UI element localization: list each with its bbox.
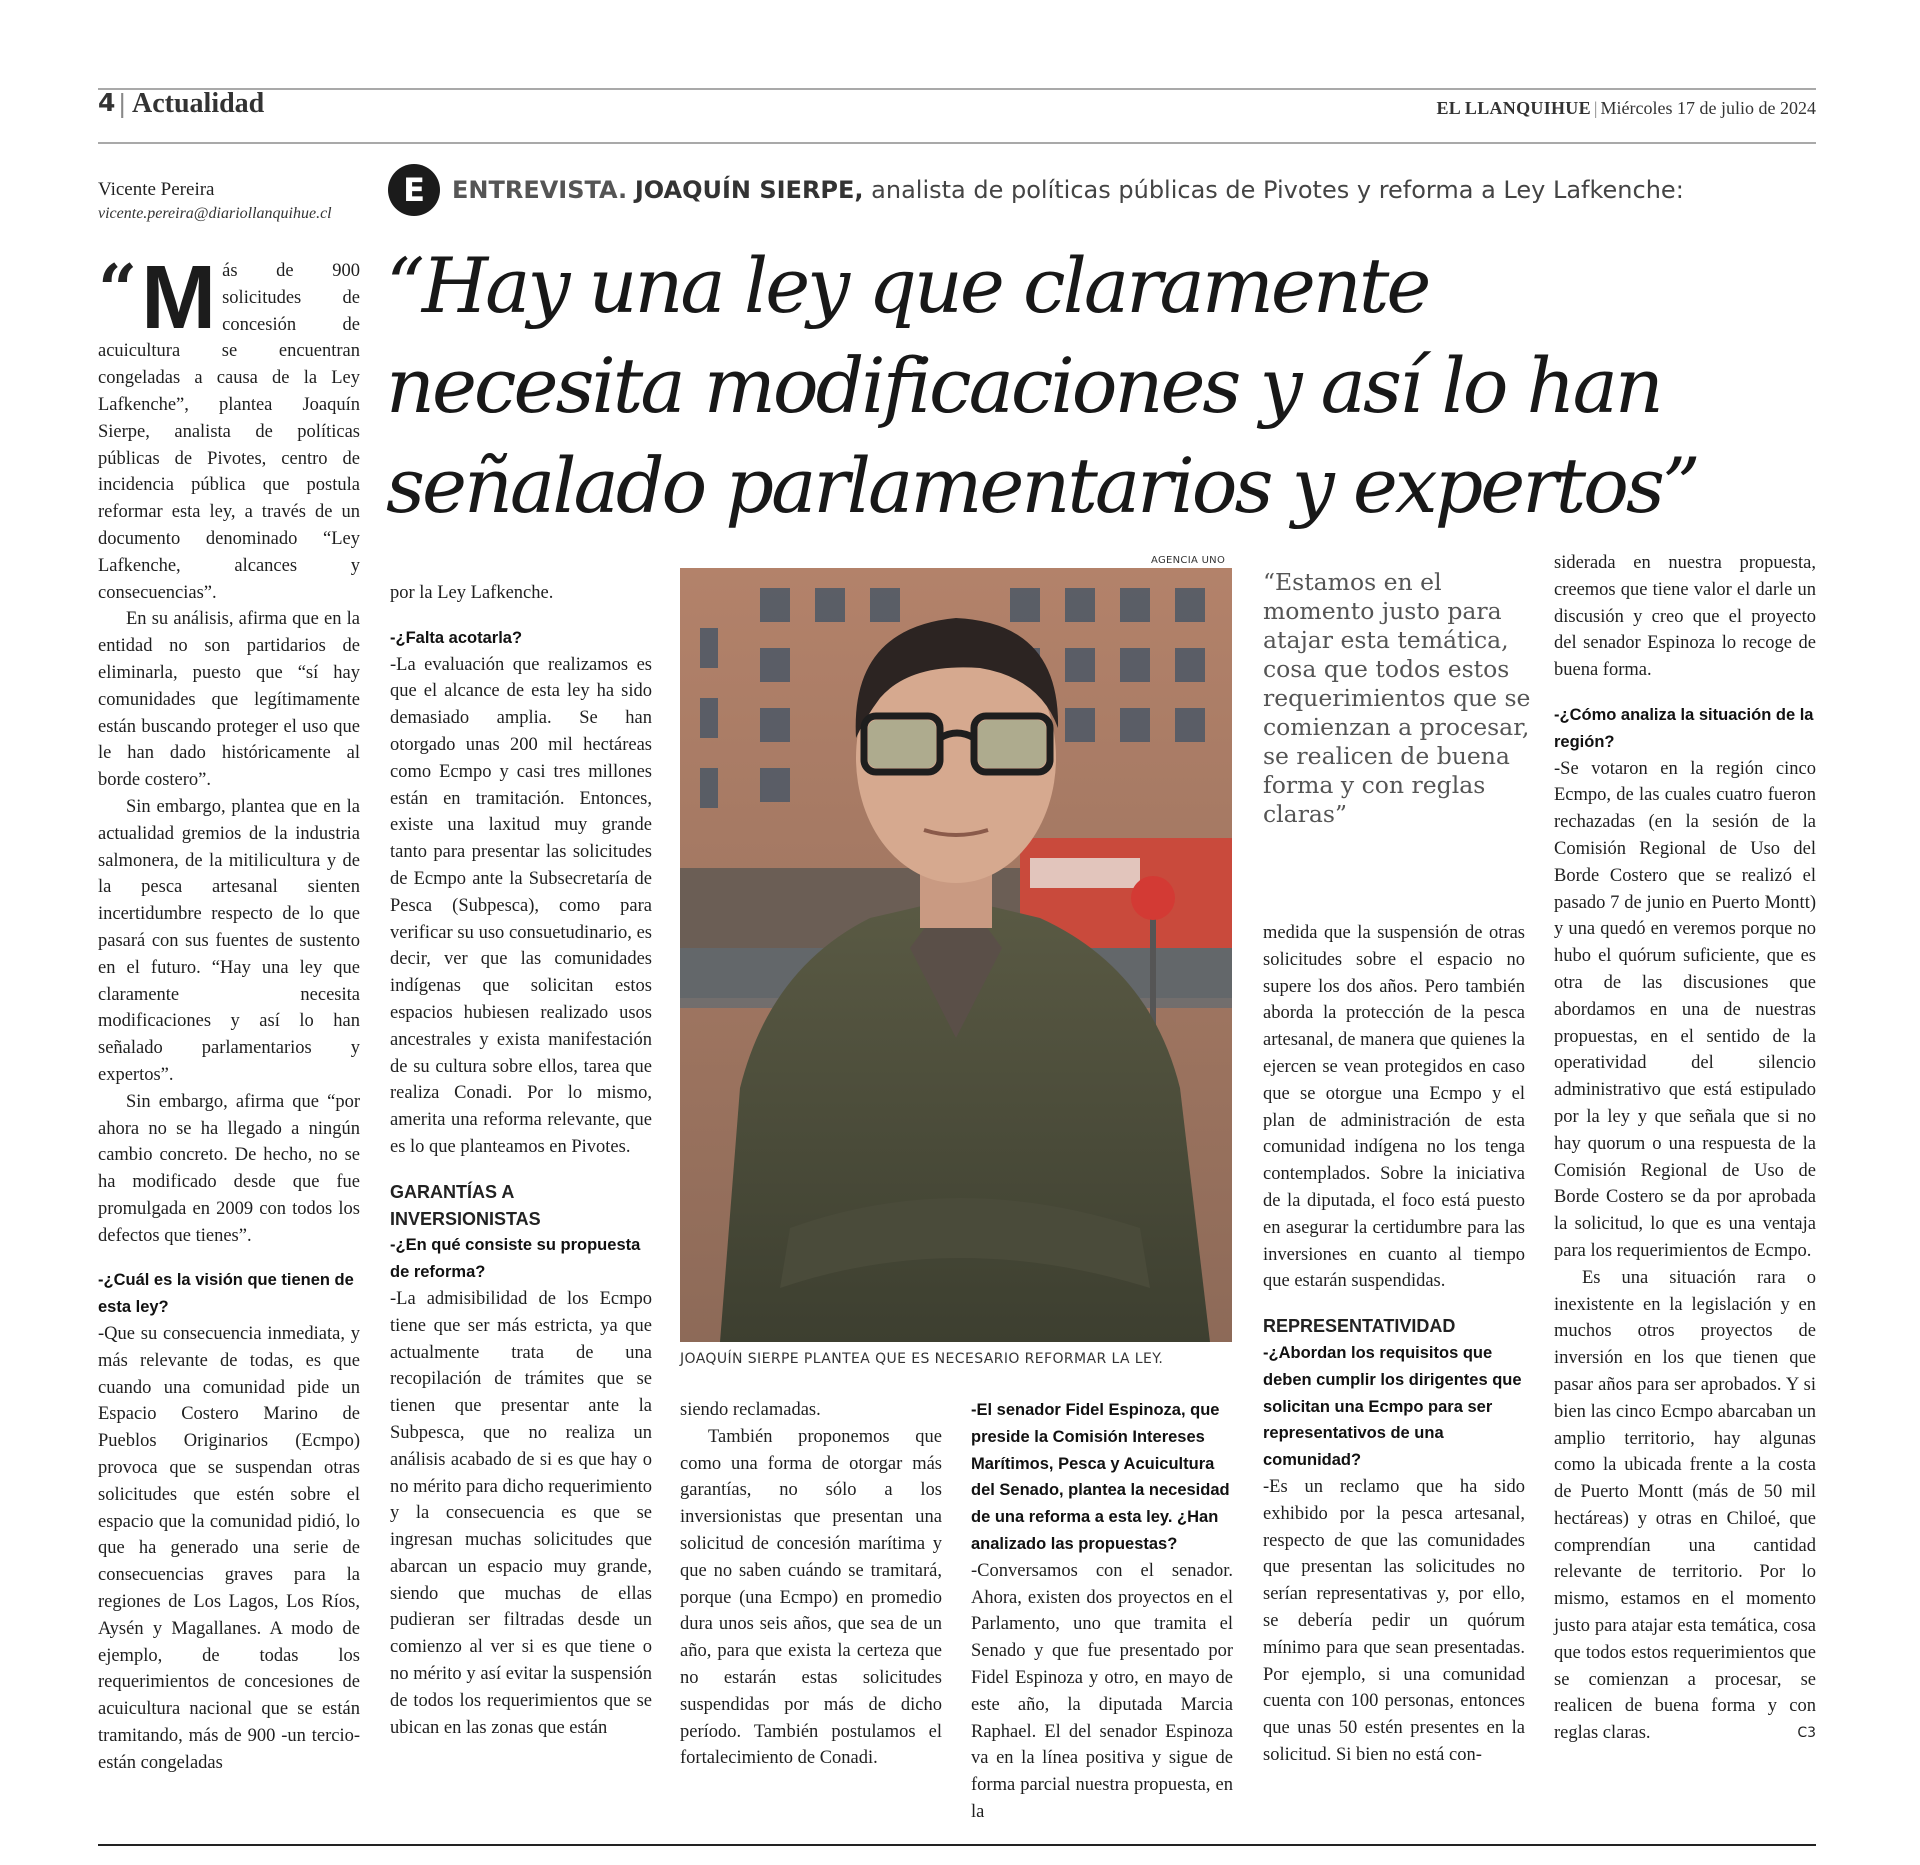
column-2 xyxy=(390,580,652,1741)
kicker-label: ENTREVISTA. xyxy=(452,176,628,204)
masthead xyxy=(1436,98,1816,119)
drop-cap: M xyxy=(141,258,217,348)
paragraph xyxy=(1554,1265,1816,1747)
bottom-rule xyxy=(98,1844,1816,1846)
column-1 xyxy=(98,258,360,1777)
page-number: 4 xyxy=(98,88,116,117)
paragraph: por la Ley Lafkenche. xyxy=(390,583,554,603)
subhead: REPRESENTATIVIDAD xyxy=(1263,1316,1456,1337)
paragraph: medida que la suspensión de otras solicitudes sobre el espacio no supere los dos años. Pero también aborda la protección de la pesca artesanal, de manera que quienes la ejercen se vean protegidos en caso que se otorgue una Ecmpo y el plan de administración de esta comunidad indígena no los tenga contemplados. Sobre la iniciativa de la diputada, el foco está puesto en asegurar la certidumbre para las inversiones en cuanto al tiempo que estarán suspendidas. xyxy=(1263,923,1525,1292)
column-5 xyxy=(1263,920,1525,1769)
intro-paragraph xyxy=(98,258,360,606)
column-6 xyxy=(1554,550,1816,1747)
headline-line-2: necesita modificaciones y así lo han xyxy=(386,341,1661,430)
interview-answer: -Es un reclamo que ha sido exhibido por la pesca artesanal, respecto de que las comunidades que presentan las solicitudes no serían representativas y, por ello, se debería pedir un quórum mínimo para que sean presentadas. Por ejemplo, si una comunidad cuenta con 100 personas, entonces que unas 50 estén presentes en la solicitud. Si bien no está con- xyxy=(1263,1476,1525,1765)
closing-paragraph: Es una situación rara o inexistente en la legislación y en muchos otros proyectos de inversión en los que tienen que pasar años para ser aprobados. Y si bien las cinco Ecmpo abarcaban un amplio territorio, hay algunas como la ubicada frente a la costa de Puerto Montt (más de 50 mil hectáreas) y otras en Chiloé, que comprendían una cantidad relevante de territorio. Por lo mismo, estamos en el momento justo para atajar esta temática, cosa que todos estos requerimientos que se comienzan a procesar, se realicen de buena forma y con reglas claras. xyxy=(1554,1267,1816,1744)
paragraph: Sin embargo, afirma que “por ahora no se ha llegado a ningún cambio concreto. De hecho, no se ha modificado desde que fue promulgada en 2009 con todos los defectos que tienes”. xyxy=(98,1091,360,1246)
interview-question: -¿Falta acotarla? xyxy=(390,628,523,647)
interview-answer: -Se votaron en la región cinco Ecmpo, de las cuales cuatro fueron rechazadas (en la sesión de la Comisión Regional de Uso del Borde Costero que se realizó el pasado 7 de junio en Puerto Montt) y una quedó en veremos porque no hubo el quórum suficiente, que es otra de las discusiones que abordamos en una de nuestras propuestas, en el sentido de la operatividad del silencio administrativo que está estipulado por la ley y que señala que si no hay quorum o una respuesta de la Comisión Regional de Uso de Borde Costero se da por aprobada la solicitud, lo que es una ventaja para los requerimientos de Ecmpo. xyxy=(1554,758,1816,1261)
column-3 xyxy=(680,1397,942,1772)
newspaper-name: EL LLANQUIHUE xyxy=(1436,98,1591,118)
paragraph: siendo reclamadas. xyxy=(680,1400,821,1420)
paragraph: siderada en nuestra propuesta, creemos que tiene valor el darle un discusión y creo que el proyecto del senador Espinoza lo recoge de buena forma. xyxy=(1554,553,1816,681)
header-rule xyxy=(98,142,1816,144)
column-4 xyxy=(971,1397,1233,1826)
kicker-description: analista de políticas públicas de Pivotes y reforma a Ley Lafkenche: xyxy=(863,176,1684,204)
portrait-photo xyxy=(680,568,1232,1342)
interview-badge-icon: E xyxy=(388,164,440,216)
kicker xyxy=(452,176,1684,204)
intro-text: ás de 900 solicitudes de concesión de acuicultura se encuentran congeladas a causa de la Ley Lafkenche”, plantea Joaquín Sierpe, analista de políticas públicas de Pivotes, centro de incidencia pública que postula reformar esta ley, a través de un documento denominado “Ley Lafkenche, alcances y consecuencias”. xyxy=(98,261,360,603)
section-name: Actualidad xyxy=(132,88,265,119)
author-name: Vicente Pereira xyxy=(98,179,215,200)
interview-answer: -La admisibilidad de los Ecmpo tiene que ser más estricta, ya que actualmente trata de una recopilación de trámites que se tienen que presentar ante la Subpesca, que no realiza un análisis acabado de si es que hay o no mérito para dicho requerimiento y la consecuencia es que se ingresan muchas solicitudes que abarcan un espacio muy grande, siendo que muchas de ellas pudieran ser filtradas desde un comienzo al ver si es que tiene o no mérito y así evitar la suspensión de todos los requerimientos que se ubican en las zonas que están xyxy=(390,1288,652,1738)
author-email[interactable]: vicente.pereira@diariollanquihue.cl xyxy=(98,205,332,222)
interview-question: -¿En qué consiste su propuesta de reforma? xyxy=(390,1236,641,1282)
interview-answer: -La evaluación que realizamos es que el alcance de esta ley ha sido demasiado amplia. Se han otorgado unas 200 mil hectáreas como Ecmpo y casi tres millones están en tramitación. Entonces, existe una laxitud muy grande tanto para presentar las solicitudes de Ecmpo ante la Subsecretaría de Pesca (Subpesca), como para verificar su uso consuetudinario, es decir, ver que las comunidades indígenas que solicitan estos espacios hubiesen realizado usos ancestrales y exista manifestación de su cultura sobre ellos, tarea que realiza Conadi. Por lo mismo, amerita una reforma relevante, que es lo que planteamos en Pivotes. xyxy=(390,654,652,1157)
paragraph: Sin embargo, plantea que en la actualidad gremios de la industria salmonera, de la mitilicultura y de la pesca artesanal sienten incertidumbre respecto de lo que pasará con sus fuentes de sustento en el futuro. “Hay una ley que claramente necesita modificaciones y así lo han señalado parlamentarios y expertos”. xyxy=(98,796,360,1085)
interview-answer: -Que su consecuencia inmediata, y más relevante de todas, es que cuando una comunidad pide un Espacio Costero Marino de Pueblos Originarios (Ecmpo) provoca que se suspendan otras solicitudes que estén sobre el espacio que la comunidad pidió, lo que ha generado una serie de consecuencias graves para la regiones de Los Lagos, Los Ríos, Aysén y Magallanes. A modo de ejemplo, de todas los requerimientos de concesiones de acuicultura nacional que se están tramitando, más de 900 -un tercio- están congeladas xyxy=(98,1324,360,1773)
pull-quote: “Estamos en el momento justo para atajar esta temática, cosa que todos estos requerimientos que se comienzan a procesar, se realicen de buena forma y con reglas claras” xyxy=(1263,568,1531,828)
open-quote: “ xyxy=(98,258,138,330)
top-rule xyxy=(98,88,1816,90)
interview-answer: -Conversamos con el senador. Ahora, existen dos proyectos en el Parlamento, uno que tramita el Senado y que fue presentado por Fidel Espinoza y otro, en mayo de este año, la diputada Marcia Raphael. El del senador Espinoza va en la línea positiva y sigue de forma parcial nuestra propuesta, en la xyxy=(971,1560,1233,1822)
end-mark-icon: C3 xyxy=(1797,1725,1816,1742)
masthead-separator: | xyxy=(1593,98,1598,118)
photo-caption: JOAQUÍN SIERPE PLANTEA QUE ES NECESARIO REFORMAR LA LEY. xyxy=(680,1351,1164,1367)
paragraph: En su análisis, afirma que en la entidad no son partidarios de eliminarla, puesto que “sí hay comunidades que legítimamente están buscando proteger el uso que le han dado históricamente al borde costero”. xyxy=(98,609,360,791)
photo-credit: AGENCIA UNO xyxy=(1151,555,1226,566)
subhead: GARANTÍAS A INVERSIONISTAS xyxy=(390,1181,541,1229)
interview-question: -¿Cuál es la visión que tienen de esta ley? xyxy=(98,1271,354,1317)
interview-question: -¿Abordan los requisitos que deben cumplir los dirigentes que solicitan una Ecmpo para ser representativos de una comunidad? xyxy=(1263,1343,1522,1470)
headline xyxy=(386,236,1786,536)
header-separator: | xyxy=(118,89,127,118)
issue-date: Miércoles 17 de julio de 2024 xyxy=(1600,98,1816,118)
interview-question: -¿Cómo analiza la situación de la región? xyxy=(1554,705,1814,751)
headline-line-3: señalado parlamentarios y expertos” xyxy=(386,441,1698,530)
paragraph: También proponemos que como una forma de otorgar más garantías, no sólo a los inversionistas que presentan una solicitud de concesión marítima y que no saben cuándo se tramitará, porque (una Ecmpo) en promedio dura unos seis años, que sea de un año, para que exista la certeza que no estarán estas solicitudes suspendidas por más de dicho período. También postulamos el fortalecimiento de Conadi. xyxy=(680,1426,942,1769)
kicker-name: JOAQUÍN SIERPE, xyxy=(634,176,864,204)
interview-question: -El senador Fidel Espinoza, que preside la Comisión Intereses Marítimos, Pesca y Acuicultura del Senado, plantea la necesidad de una reforma a esta ley. ¿Han analizado las propuestas? xyxy=(971,1401,1230,1553)
headline-line-1: “Hay una ley que claramente xyxy=(386,241,1429,330)
